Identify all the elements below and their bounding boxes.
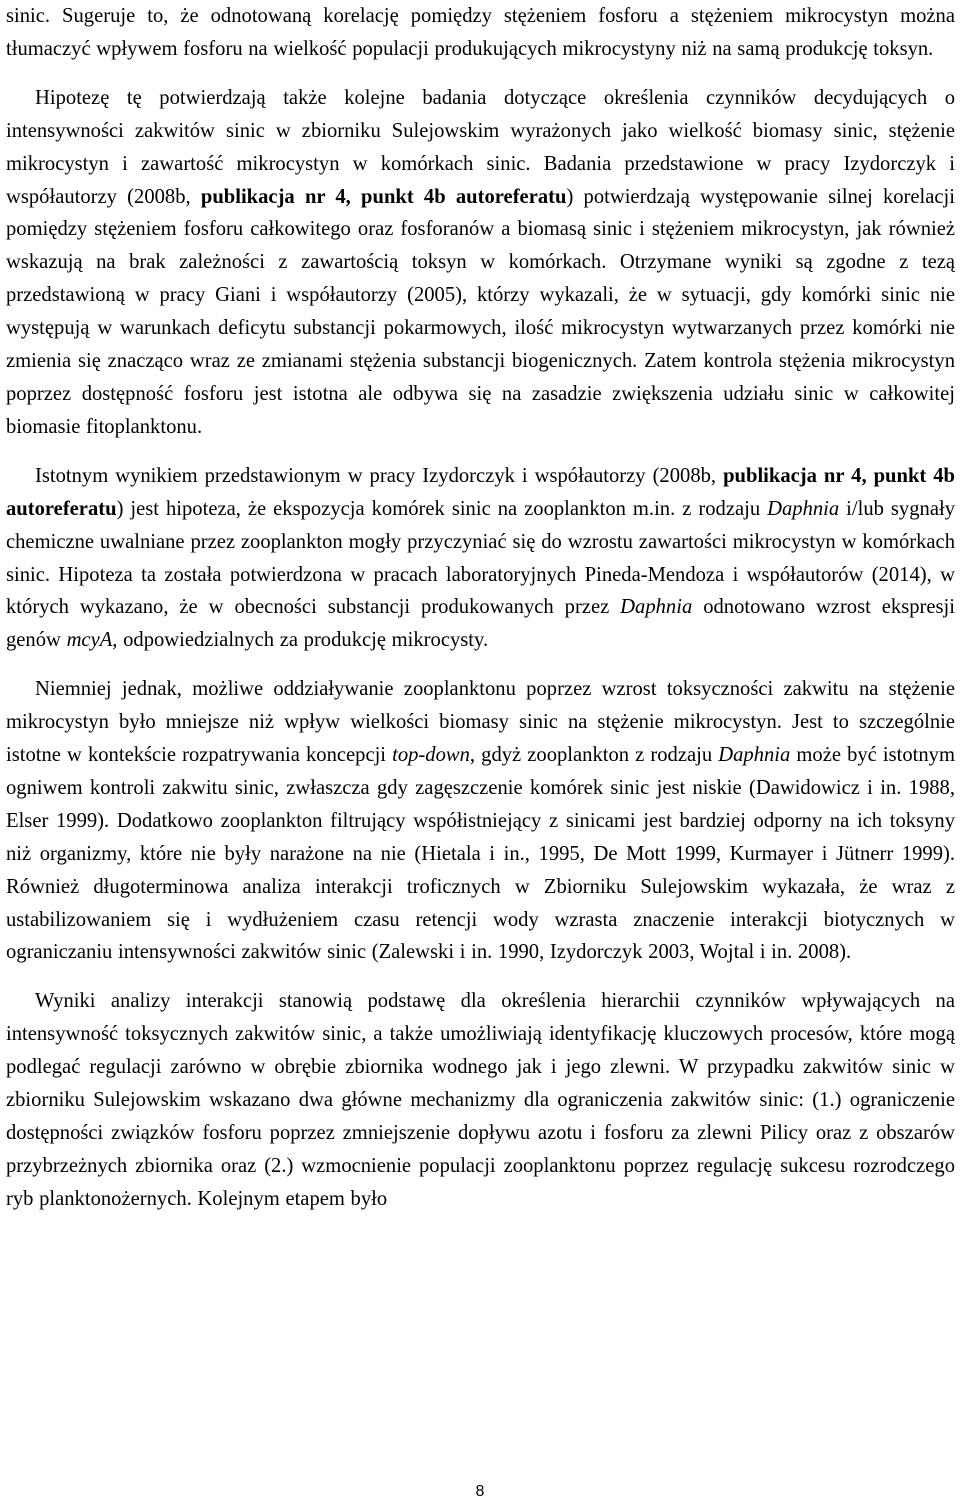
bold-citation: publikacja nr 4, punkt 4b autoreferatu [200, 185, 567, 208]
paragraph-3 [6, 460, 955, 657]
paragraph-5 [6, 985, 955, 1215]
page-number: 8 [475, 1483, 485, 1500]
paragraph-4 [6, 673, 955, 969]
italic-gene: mcyA [66, 629, 113, 652]
text-run: ) jest hipoteza, że ekspozycja komórek sinic na zooplankton m.in. z rodzaju [116, 497, 768, 520]
text-run: odnotowano wzrost ekspresji genów [6, 596, 955, 652]
text-run: sinic. Sugeruje to, że odnotowaną korelację pomiędzy stężeniem fosforu a stężeniem mikrocystyn można tłumaczyć wpływem fosforu na wielkość populacji produkujących mikrocystyny niż na samą produkcję toksyn. [6, 5, 955, 60]
bold-citation: publikacja nr 4, punkt 4b autoreferatu [6, 464, 956, 520]
document-page [6, 0, 955, 1216]
text-run: , gdyż zooplankton z rodzaju [469, 744, 719, 767]
text-run: może być istotnym ogniwem kontroli zakwitu sinic, zwłaszcza gdy zagęszczenie komórek sinic jest niskie (Dawidowicz i in. 1988, Elser 1999). Dodatkowo zooplankton filtrujący współistniejący z sinicami jest bardziej odporny na ich toksyny niż organizmy, które nie były narażone na nie (Hietala i in., 1995, De Mott 1999, Kurmayer i Jütnerr 1999). Również długoterminowa analiza interakcji troficznych w Zbiorniku Sulejowskim wykazała, że wraz z ustabilizowaniem się i wydłużeniem czasu retencji wody wzrasta znaczenie interakcji biotycznych w ograniczaniu intensywności zakwitów sinic (Zalewski i in. 1990, Izydorczyk 2003, Wojtal i in. 2008). [6, 744, 955, 964]
italic-taxon: Daphnia [620, 596, 693, 619]
text-run: Wyniki analizy interakcji stanowią podstawę dla określenia hierarchii czynników wpływających na intensywność toksycznych zakwitów sinic, a także umożliwiają identyfikację kluczowych procesów, które mogą podlegać regulacji zarówno w obrębie zbiornika wodnego jak i jego zlewni. W przypadku zakwitów sinic w zbiorniku Sulejowskim wskazano dwa główne mechanizmy dla ograniczenia zakwitów sinic: (1.) ograniczenie dostępności związków fosforu poprzez zmniejszenie dopływu azotu i fosforu za zlewni Pilicy oraz z obszarów przybrzeżnych zbiornika oraz (2.) wzmocnienie populacji zooplanktonu poprzez regulację sukcesu rozrodczego ryb planktonożernych. Kolejnym etapem było [6, 990, 955, 1210]
italic-taxon: Daphnia [718, 744, 791, 767]
text-run: Hipotezę tę potwierdzają także kolejne badania dotyczące określenia czynników decydujących o intensywności zakwitów sinic w zbiorniku Sulejowskim wyrażonych jako wielkość biomasy sinic, stężenie mikrocystyn i zawartość mikrocystyn w komórkach sinic. Badania przedstawione w pracy Izydorczyk i współautorzy (2008b, [6, 86, 955, 208]
text-run: Niemniej jednak, możliwe oddziaływanie zooplanktonu poprzez wzrost toksyczności zakwitu na stężenie mikrocystyn było mniejsze niż wpływ wielkości biomasy sinic na stężenie mikrocystyn. Jest to szczególnie istotne w kontekście rozpatrywania koncepcji [6, 678, 955, 767]
text-run: , odpowiedzialnych za produkcję mikrocysty. [112, 629, 489, 652]
paragraph-1 [6, 0, 955, 66]
paragraph-2 [6, 82, 955, 444]
italic-taxon: Daphnia [767, 497, 840, 520]
italic-term: top-down [392, 744, 470, 767]
text-run: Istotnym wynikiem przedstawionym w pracy Izydorczyk i współautorzy (2008b, [35, 464, 724, 487]
text-run: i/lub sygnały chemiczne uwalniane przez zooplankton mogły przyczyniać się do wzrostu zawartości mikrocystyn w komórkach sinic. Hipoteza ta została potwierdzona w pracach laboratoryjnych Pineda-Mendoza i współautorów (2014), w których wykazano, że w obecności substancji produkowanych przez [6, 497, 955, 619]
text-run: ) potwierdzają występowanie silnej korelacji pomiędzy stężeniem fosforu całkowitego oraz fosforanów a biomasą sinic i stężeniem mikrocystyn, jak również wskazują na brak zależności z zawartością toksyn w komórkach. Otrzymane wyniki są zgodne z tezą przedstawioną w pracy Giani i współautorzy (2005), którzy wykazali, że w sytuacji, gdy komórki sinic nie występują w warunkach deficytu substancji pokarmowych, ilość mikrocystyn wytwarzanych przez komórki nie zmienia się znacząco wraz ze zmianami stężenia substancji biogenicznych. Zatem kontrola stężenia mikrocystyn poprzez dostępność fosforu jest istotna ale odbywa się na zasadzie zwiększenia udziału sinic w całkowitej biomasie fitoplanktonu. [6, 185, 955, 438]
